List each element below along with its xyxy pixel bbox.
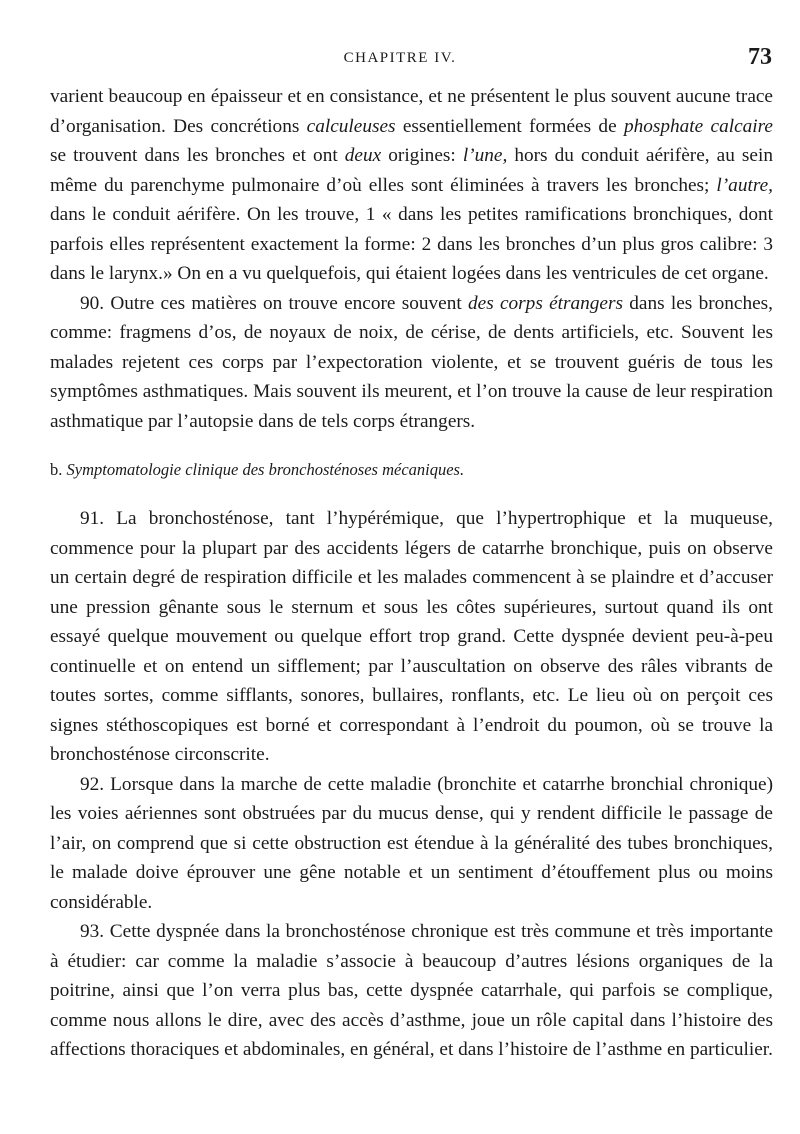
emphasis: l’une,	[462, 145, 508, 166]
section-heading	[50, 458, 773, 482]
emphasis: des corps étrangers	[468, 292, 623, 314]
paragraph-92: 92. Lorsque dans la marche de cette maladie (bronchite et catarrhe bronchial chronique) les voies aériennes sont obstruées par du mucus dense, qui y rendent difficile le passage de l’air, on comprend que si cette obstruction est étendue à la généralité des tubes bronchiques, le malade doive éprouver une gêne notable et un sentiment d’étouffement plus ou moins considérable.	[50, 773, 773, 913]
paragraph-91: 91. La bronchosténose, tant l’hypérémique, que l’hypertrophique et la muqueuse, commence pour la plupart par des accidents légers de catarrhe bronchique, puis on observe un certain degré de respiration difficile et les malades commencent à se plaindre et d’accuser une pression gênante sous le sternum et sous les côtes supérieures, surtout quand ils ont essayé quelque mouvement ou quelque effort trop grand. Cette dyspnée devient peu-à-peu continuelle et on entend un sifflement; par l’auscultation on observe des râles vibrants de toutes sortes, comme sifflants, sonores, bullaires, ronflants, etc. Le lieu où on perçoit ces signes stéthoscopiques est borné et correspondant à l’endroit du poumon, où se trouve la bronchosténose circonscrite.	[50, 508, 773, 765]
text-run: 90. Outre ces matières on trouve encore souvent	[80, 292, 468, 314]
text-run: dans les bronches, comme: fragmens d’os, de noyaux de noix, de cérise, de dents artificiels, etc. Souvent les malades rejetent ces corps par l’expectoration violente, et se trouvent guéris de tous les symptômes asthmatiques. Mais souvent ils meurent, et l’on trouve la cause de leur respiration asthmatique par l’autopsie dans de tels corps étrangers.	[50, 292, 773, 432]
paragraph-93: 93. Cette dyspnée dans la bronchosténose chronique est très commune et très importante à étudier: car comme la maladie s’associe à beaucoup d’autres lésions organiques de la poitrine, ainsi que l’on verra plus bas, cette dyspnée catarrhale, qui parfois se complique, comme nous allons le dire, avec des accès d’asthme, joue un rôle capital dans l’histoire des affections thoraciques et abdominales, en général, et dans l’histoire de l’asthme en particulier.	[50, 921, 773, 1060]
page-number: 73	[748, 44, 772, 70]
paragraph-continuation	[50, 82, 773, 289]
emphasis: calculeuses	[306, 115, 396, 137]
running-head: CHAPITRE IV.	[343, 50, 457, 66]
text-run: essentiellement formées de	[395, 115, 624, 137]
text-run: varient beaucoup en épaisseur et en consistance, et ne présentent le plus souvent aucune trace d’organisation. Des concrétions	[50, 86, 773, 137]
text-run: se trouvent dans les bronches et ont	[50, 145, 345, 166]
emphasis: deux	[344, 145, 382, 166]
page-header	[0, 44, 800, 74]
text-run: hors du conduit aérifère, au sein même du parenchyme pulmonaire d’où elles sont éliminées à travers les bronches;	[50, 145, 773, 196]
text-run: origines:	[381, 145, 463, 166]
section-title: Symptomatologie clinique des bronchosténoses mécaniques.	[66, 460, 465, 479]
emphasis: phosphate calcaire	[623, 115, 773, 137]
section-letter: b.	[50, 460, 63, 479]
paragraph-90	[50, 289, 773, 437]
body-text	[50, 82, 773, 1065]
text-run: dans le conduit aérifère. On les trouve, 1 « dans les petites ramifications bronchiques, dont parfois elles représentent exactement la forme: 2 dans les bronches d’un plus gros calibre: 3 dans le larynx.» On en a vu quelquefois, qui étaient logées dans les ventricules de cet organe.	[50, 204, 773, 284]
emphasis: l’autre,	[716, 174, 773, 196]
